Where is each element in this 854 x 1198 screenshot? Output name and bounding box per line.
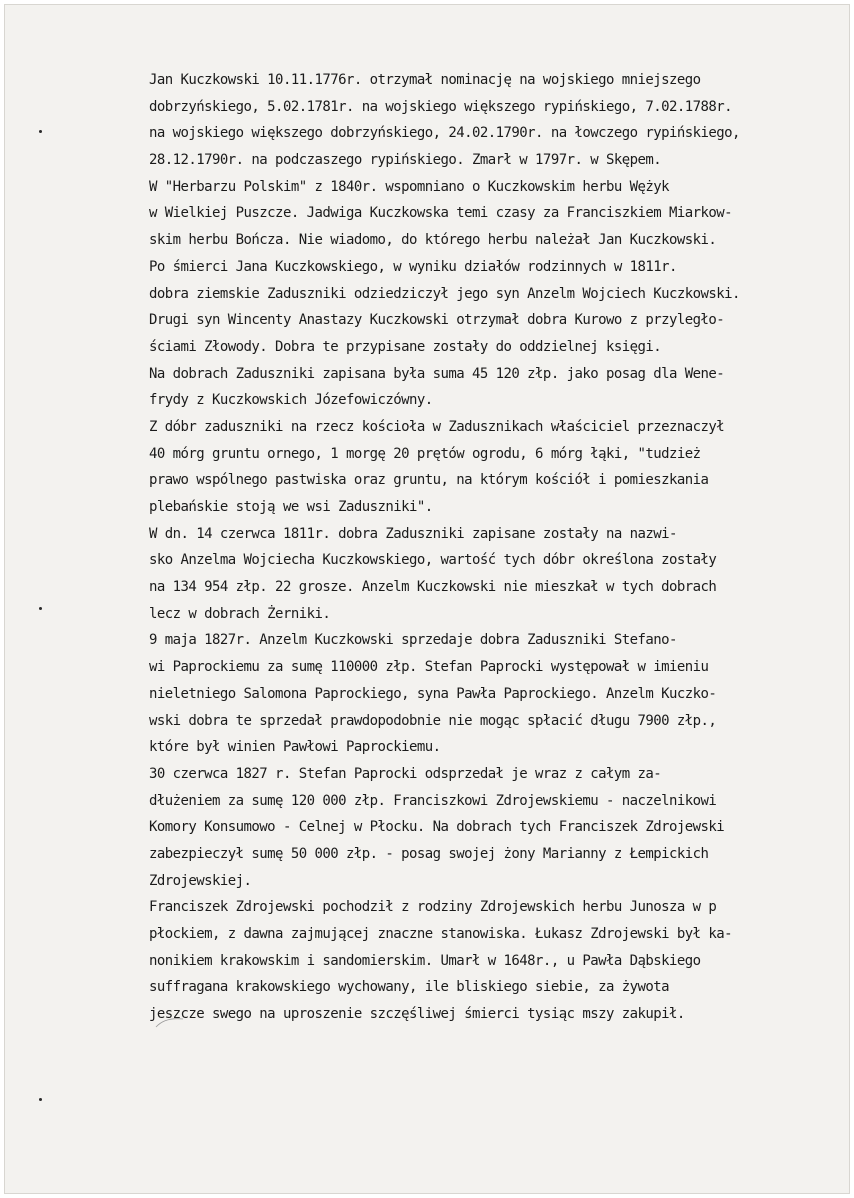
text-line: płockiem, z dawna zajmującej znaczne stanowiska. Łukasz Zdrojewski był ka- — [149, 926, 733, 942]
text-line: frydy z Kuczkowskich Józefowiczówny. — [149, 392, 433, 409]
text-line: plebańskie stoją we wsi Zaduszniki". — [149, 499, 433, 515]
binding-hole-mark — [39, 1098, 42, 1101]
text-line: dobrzyńskiego, 5.02.1781r. na wojskiego większego rypińskiego, 7.02.1788r. — [149, 98, 733, 115]
text-line: prawo wspólnego pastwiska oraz gruntu, na którym kościół i pomieszkania — [149, 472, 709, 489]
text-line: Drugi syn Wincenty Anastazy Kuczkowski otrzymał dobra Kurowo z przyległo- — [149, 312, 725, 329]
text-line: suffragana krakowskiego wychowany, ile bliskiego siebie, za żywota — [149, 979, 669, 996]
text-line: zabezpieczył sumę 50 000 złp. - posag swojej żony Marianny z Łempickich — [149, 845, 709, 862]
text-line: ściami Złowody. Dobra te przypisane zostały do oddzielnej księgi. — [149, 338, 662, 355]
text-line: dłużeniem za sumę 120 000 złp. Franciszkowi Zdrojewskiemu - naczelnikowi — [149, 792, 717, 809]
text-line: Komory Konsumowo - Celnej w Płocku. Na dobrach tych Franciszek Zdrojewski — [149, 819, 725, 836]
text-line: 28.12.1790r. na podczaszego rypińskiego. Zmarł w 1797r. w Skępem. — [149, 152, 662, 169]
text-line: jeszcze swego na uproszenie szczęśliwej śmierci tysiąc mszy zakupił. — [149, 1006, 685, 1023]
typewritten-text — [149, 67, 799, 1028]
text-line: Franciszek Zdrojewski pochodził z rodziny Zdrojewskich herbu Junosza w p — [149, 899, 717, 916]
text-line: W dn. 14 czerwca 1811r. dobra Zaduszniki zapisane zostały na nazwi- — [149, 525, 677, 542]
text-line: w Wielkiej Puszcze. Jadwiga Kuczkowska temi czasy za Franciszkiem Miarkow- — [149, 205, 733, 222]
text-line: Po śmierci Jana Kuczkowskiego, w wyniku działów rodzinnych w 1811r. — [149, 258, 677, 275]
text-line: wi Paprockiemu za sumę 110000 złp. Stefan Paprocki występował w imieniu — [149, 659, 709, 676]
text-line: dobra ziemskie Zaduszniki odziedziczył jego syn Anzelm Wojciech Kuczkowski. — [149, 285, 740, 302]
text-line: Zdrojewskiej. — [149, 872, 252, 889]
text-line: Jan Kuczkowski 10.11.1776r. otrzymał nominację na wojskiego mniejszego — [149, 72, 701, 88]
text-line: wski dobra te sprzedał prawdopodobnie nie mogąc spłacić długu 7900 złp., — [149, 712, 717, 729]
binding-hole-mark — [39, 130, 42, 133]
text-line: 30 czerwca 1827 r. Stefan Paprocki odsprzedał je wraz z całym za- — [149, 765, 662, 782]
text-line: na 134 954 złp. 22 grosze. Anzelm Kuczkowski nie mieszkał w tych dobrach — [149, 579, 717, 596]
binding-hole-mark — [39, 607, 42, 610]
text-line: skim herbu Bończa. Nie wiadomo, do którego herbu należał Jan Kuczkowski. — [149, 232, 717, 249]
document-page — [4, 4, 850, 1194]
text-line: sko Anzelma Wojciecha Kuczkowskiego, wartość tych dóbr określona zostały — [149, 552, 717, 569]
text-line: Z dóbr zaduszniki na rzecz kościoła w Zadusznikach właściciel przeznaczył — [149, 418, 725, 435]
text-line: lecz w dobrach Żerniki. — [149, 605, 331, 622]
text-line: nonikiem krakowskim i sandomierskim. Umarł w 1648r., u Pawła Dąbskiego — [149, 952, 701, 969]
text-line: na wojskiego większego dobrzyńskiego, 24.02.1790r. na łowczego rypińskiego, — [149, 125, 740, 142]
text-line: 9 maja 1827r. Anzelm Kuczkowski sprzedaje dobra Zaduszniki Stefano- — [149, 632, 677, 649]
text-line: które był winien Pawłowi Paprockiemu. — [149, 739, 441, 756]
text-line: Na dobrach Zaduszniki zapisana była suma 45 120 złp. jako posag dla Wene- — [149, 365, 725, 382]
text-line: W "Herbarzu Polskim" z 1840r. wspomniano o Kuczkowskim herbu Wężyk — [149, 178, 669, 195]
text-line: nieletniego Salomona Paprockiego, syna Pawła Paprockiego. Anzelm Kuczko- — [149, 685, 717, 702]
text-line: 40 mórg gruntu ornego, 1 morgę 20 prętów ogrodu, 6 mórg łąki, "tudzież — [149, 445, 701, 462]
